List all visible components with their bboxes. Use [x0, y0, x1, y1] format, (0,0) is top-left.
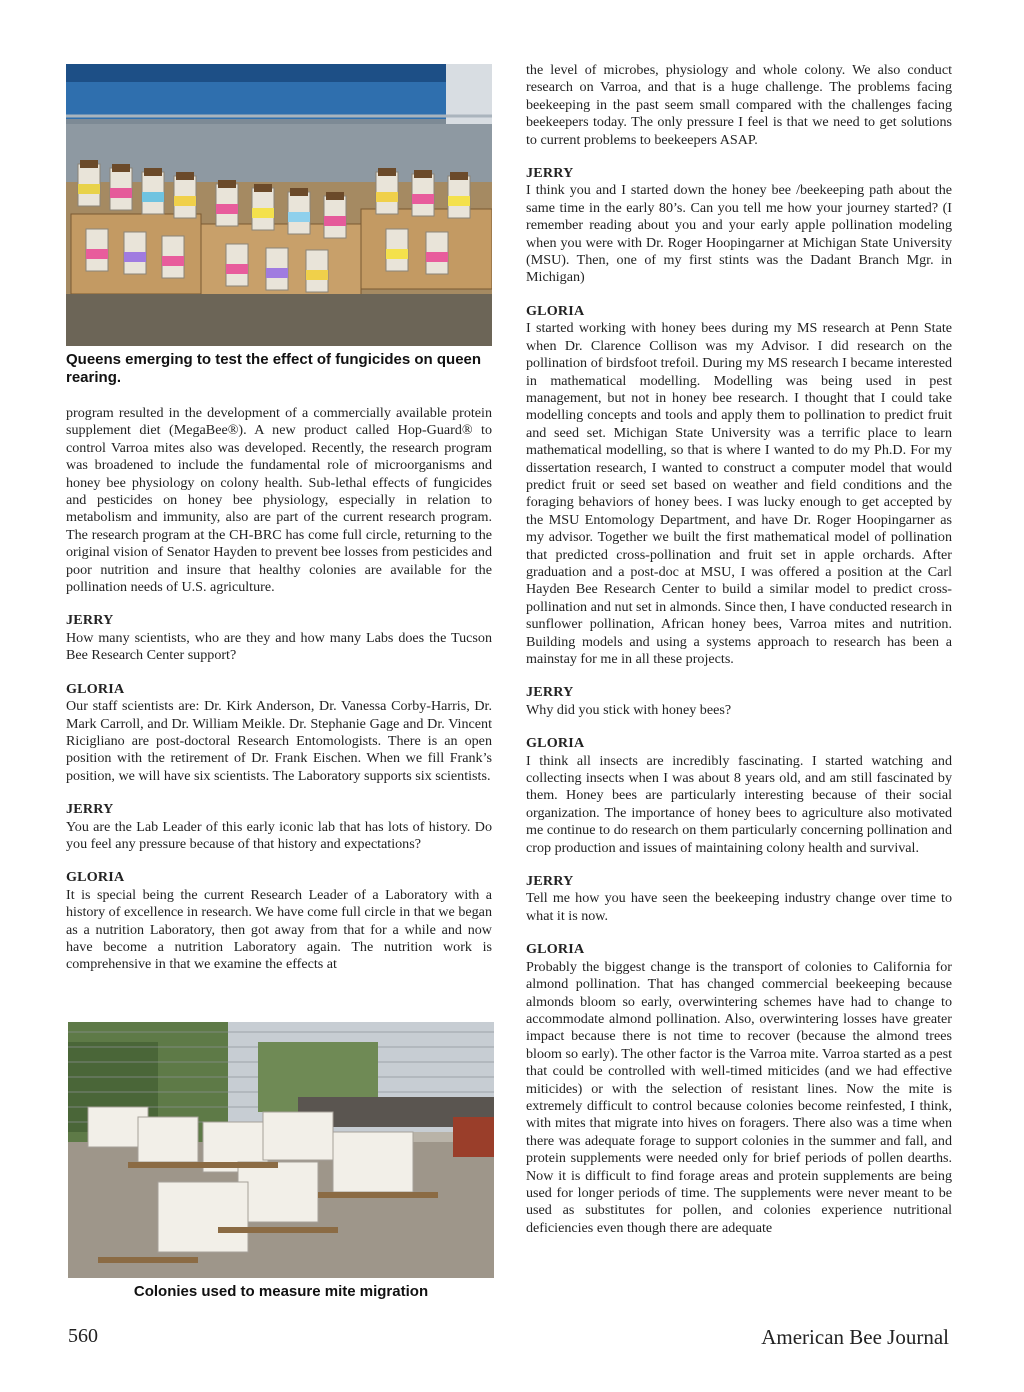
- answer-text: Probably the biggest change is the transport of colonies to California for almond pollination. That has changed commercial beekeeping because almonds bloom so early, overwintering schemes have had to change to accommodate almond pollination. Also, overwintering losses have greater impact because there is not time to recover (because the almond trees bloom so early). The other factor is the Varroa mite. Varroa started as a pest that could be controlled with well-timed miticides (and we had effective miticides) or with the selection of resistant lines. Now the mite is extremely difficult to control because colonies become reinfested, I think, with mites that migrate into hives on foragers. There also was a time when there was adequate forage to support colonies in the summer and fall, and protein supplements were needed only for brief periods of pollen dearths. Now it is difficult to find forage areas and protein supplements are being used for longer periods of time. The supplements were never meant to be used as substitutes for pollen, and colonies experience nutritional deficiencies even though there are adequate: [526, 958, 952, 1236]
- speaker-label: JERRY: [66, 801, 114, 818]
- queen-vials-photo: [66, 64, 492, 346]
- speaker-label: JERRY: [66, 612, 114, 629]
- question-text: Tell me how you have seen the beekeeping industry change over time to what it is now.: [526, 890, 952, 924]
- answer-text: I think all insects are incredibly fascinating. I started watching and collecting insects when I was about 8 years old, and am still fascinated by them. Honey bees are particularly interesting because of their social organization. The importance of honey bees to agriculture also motivated me continue to do research on them particularly concerning pollination and crop production and issues of maintaining colony health and survival.: [526, 752, 952, 856]
- intro-paragraph: program resulted in the development of a commercially available protein supplement diet (MegaBee®). A new product called Hop-Guard® to control Varroa mites also was developed. Recently, the research program was broadened to include the fundamental role of microorganisms and honey bee physiology on colony health. Sub-lethal effects of fungicides and pesticides on honey bee physiology, especially in relation to metabolism and immunity, also are part of the current research program. The research program at the CH-BRC has come full circle, returning to the original vision of Senator Hayden to prevent bee losses from pesticides and poor nutrition and insure that healthy colonies are available for the pollination needs of U.S. agriculture.: [66, 405, 492, 596]
- speaker-label: JERRY: [526, 873, 574, 890]
- speaker-label: GLORIA: [526, 735, 585, 752]
- speaker-label: GLORIA: [526, 302, 585, 319]
- speaker-label: GLORIA: [66, 680, 125, 697]
- speaker-label: GLORIA: [66, 869, 125, 886]
- left-column: [66, 62, 492, 974]
- question-text: I think you and I started down the honey bee /beekeeping path about the same time in the early 80’s. Can you tell me how your journey started? (I remember reading about you and your early apple pollination modeling when you were with Dr. Roger Hoopingarner at Michigan State University (MSU). Then, one of my first stints was the Dadant Branch Mgr. in Michigan): [526, 182, 952, 286]
- speaker-label: JERRY: [526, 165, 574, 182]
- hive-colonies-photo: [68, 1022, 494, 1278]
- page-number: 560: [68, 1325, 98, 1347]
- photo2-caption: Colonies used to measure mite migration: [133, 1283, 429, 1300]
- answer-text: Our staff scientists are: Dr. Kirk Anderson, Dr. Vanessa Corby-Harris, Dr. Mark Carroll, and Dr. William Meikle. Dr. Stephanie Gage and Dr. Vincent Ricigliano are post-doctoral Research Entomologists. There is an open position with the retirement of Dr. Frank Eischen. When we fill Frank’s position, we will have six scientists. The Laboratory supports six scientists.: [66, 698, 492, 784]
- answer-text: It is special being the current Research Leader of a Laboratory with a history of excellence in research. We have come full circle in that we began as a nutrition Laboratory, then got away from that for a while and now have become a nutrition Laboratory again. The nutrition work is comprehensive in that we examine the effects at: [66, 886, 492, 973]
- journal-name: American Bee Journal: [761, 1325, 949, 1349]
- right-column: [526, 62, 952, 1237]
- question-text: Why did you stick with honey bees?: [526, 701, 732, 718]
- question-text: How many scientists, who are they and how many Labs does the Tucson Bee Research Center support?: [66, 629, 492, 664]
- speaker-label: JERRY: [526, 684, 574, 701]
- answer-text: I started working with honey bees during my MS research at Penn State when Dr. Clarence Collison was my Advisor. I did research on the pollination of birdsfoot trefoil. During my MS research I became interested in mathematical modelling. Modelling was being used in pest management, but not in honey bee research. I thought that I could take modelling concepts and tools and apply them to pollination to predict fruit and seed set. Michigan State University was a terrific place to learn mathematical modelling, so that is where I wanted to do my Ph.D. For my dissertation research, I wanted to construct a computer model that would predict fruit or seed set based on weather and field conditions and the foraging behaviors of honey bees. I was lucky enough to get accepted by the MSU Entomology Department, and have Dr. Roger Hoopingarner as my advisor. Together we built the first mathematical model of pollination that predicted cross-pollination and fruit set in apple orchards. After graduation and a post-doc at MSU, I was offered a position at the Carl Hayden Bee Research Center to build a similar model to predict cross-pollination and nut set in almonds. Since then, I have conducted research in sunflower pollination, African honey bees, Varroa mites and nutrition. Building models and using a systems approach to research has been a mainstay for me in all these projects.: [526, 320, 952, 667]
- speaker-label: GLORIA: [526, 941, 585, 958]
- question-text: You are the Lab Leader of this early iconic lab that has lots of history. Do you feel any pressure because of that history and expectations?: [66, 818, 492, 852]
- photo1-caption: Queens emerging to test the effect of fungicides on queen rearing.: [66, 351, 482, 386]
- answer-text: the level of microbes, physiology and whole colony. We also conduct research on Varroa, and that is a huge challenge. The problems facing beekeeping in the past seem small compared with the challenges facing beekeepers today. The only pressure I feel is that we need to get solutions to current problems to beekeepers ASAP.: [526, 62, 952, 148]
